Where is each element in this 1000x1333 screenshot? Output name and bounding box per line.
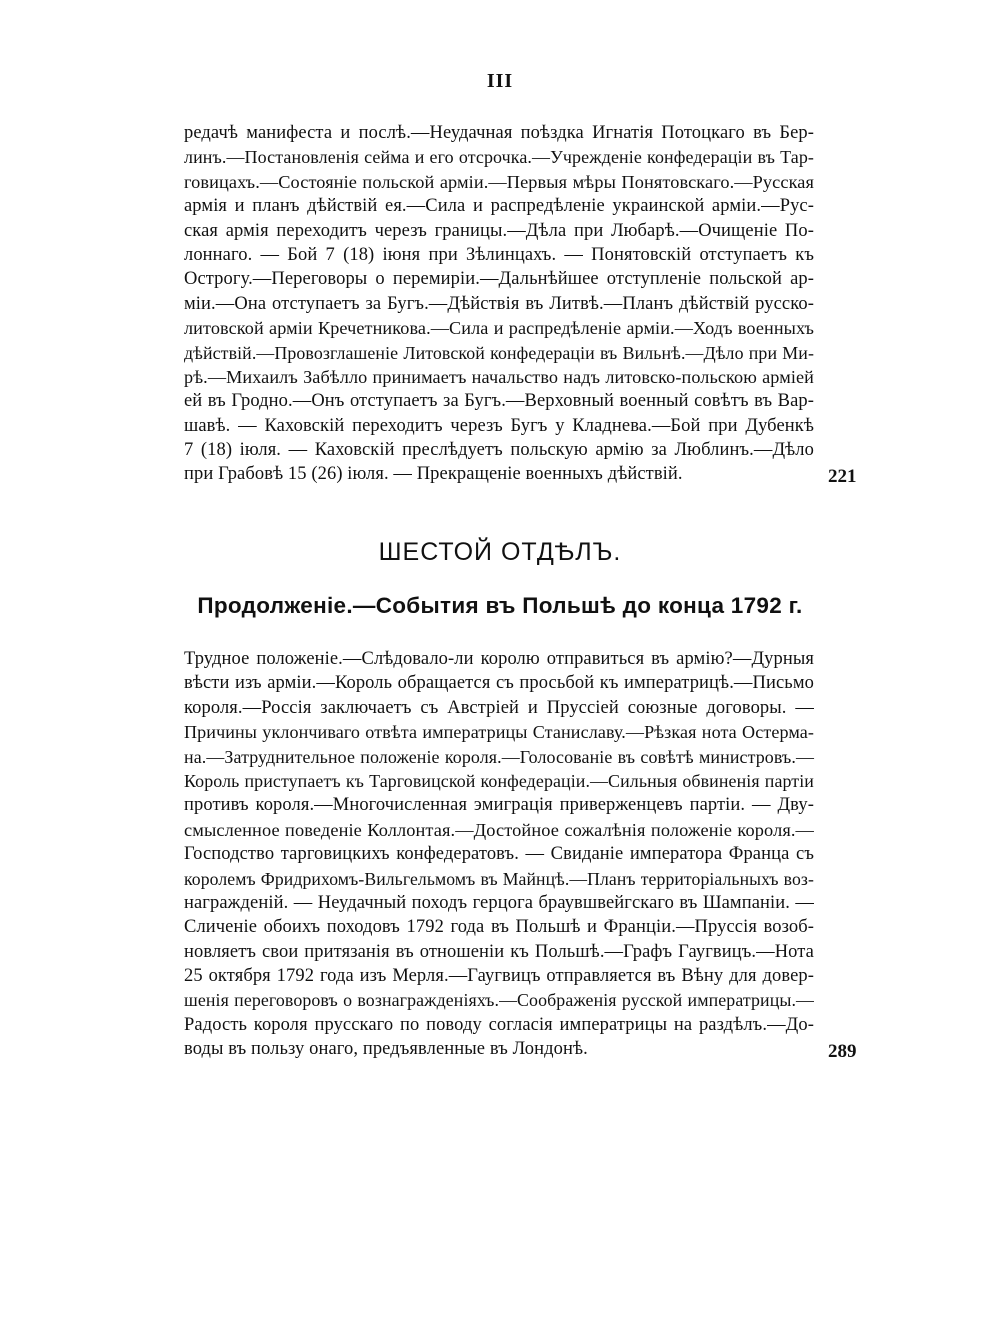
text-line: Сличеніе обоихъ походовъ 1792 года въ Польшѣ и Франціи.—Пруссія возоб- (184, 917, 814, 938)
text-line: литовской арміи Кречетникова.—Сила и распредѣленіе арміи.—Ходъ военныхъ (184, 318, 814, 339)
text-line: Трудное положеніе.—Слѣдовало-ли королю отправиться въ армію?—Дурныя (184, 649, 814, 669)
text-line: смысленное поведеніе Коллонтая.—Достойное сожалѣнія положеніе короля.— (184, 819, 814, 840)
section-title: ШЕСТОЙ ОТДѢЛЪ. (378, 538, 622, 566)
text-line: ей въ Гродно.—Онъ отступаетъ за Бугъ.—Верховный военный совѣтъ въ Вар- (184, 391, 814, 412)
text-line: новляетъ свои притязанія въ отношеніи къ Польшѣ.—Графъ Гаугвицъ.—Нота (184, 941, 814, 962)
text-line: вѣсти изъ арміи.—Король обращается съ просьбой къ императрицѣ.—Письмо (184, 673, 814, 694)
text-line: 7 (18) іюля. — Каховскій преслѣдуетъ польскую армію за Люблинъ.—Дѣло (184, 440, 814, 461)
text-line: Господство тарговицкихъ конфедератовъ. — Свиданіе императора Франца съ (184, 844, 814, 865)
text-line: воды въ пользу онаго, предъявленные въ Лондонѣ. (184, 1039, 588, 1060)
section-subtitle: Продолженіе.—События въ Польшѣ до конца 1792 г. (197, 593, 803, 618)
text-line: армія и планъ дѣйствій ея.—Сила и распредѣленіе украинской арміи.—Рус- (184, 196, 814, 217)
text-line: Причины уклончиваго отвѣта императрицы Станиславу.—Рѣзкая нота Остерма- (184, 722, 814, 743)
text-line: при Грабовѣ 15 (26) іюля. — Прекращеніе военныхъ дѣйствій. (184, 464, 683, 485)
text-line: редачѣ манифеста и послѣ.—Неудачная поѣздка Игнатія Потоцкаго въ Бер- (184, 123, 814, 143)
page-number: III (486, 70, 514, 92)
text-line: короля.—Россія заключаетъ съ Австріей и Пруссіей союзные договоры. — (184, 697, 814, 718)
text-line: линъ.—Постановленія сейма и его отсрочка.—Учрежденіе конфедераціи въ Тар- (184, 147, 814, 168)
text-line: говицахъ.—Состояніе польской арміи.—Первыя мѣры Понятовскаго.—Русская (184, 171, 814, 192)
text-line: шавѣ. — Каховскій переходитъ черезъ Бугъ у Кладнева.—Бой при Дубенкѣ (184, 415, 814, 436)
text-line: Король приступаетъ къ Тарговицской конфедераціи.—Сильныя обвиненія партіи (184, 770, 814, 791)
text-line: шенія переговоровъ о вознагражденіяхъ.—Соображенія русской императрицы.— (184, 990, 814, 1011)
text-line: на.—Затруднительное положеніе короля.—Голосованіе въ совѣтѣ министровъ.— (184, 746, 814, 767)
text-line: награжденій. — Неудачный походъ герцога браувшвейгскаго въ Шампаніи. — (184, 892, 814, 913)
section1-text (184, 121, 814, 487)
text-line: королемъ Фридрихомъ-Вильгельмомъ въ Майнцѣ.—Планъ территоріальныхъ воз- (184, 868, 814, 889)
page-reference: 221 (828, 466, 857, 487)
text-line: Острогу.—Переговоры о перемиріи.—Дальнѣйшее отступленіе польской ар- (184, 269, 814, 290)
text-line: ская армія переходитъ черезъ границы.—Дѣла при Любарѣ.—Очищеніе По- (184, 220, 814, 241)
text-line: 25 октября 1792 года изъ Мерля.—Гаугвицъ отправляется въ Вѣну для довер- (184, 966, 814, 987)
text-line: Радость короля прусскаго по поводу согласія императрицы на раздѣлъ.—До- (184, 1014, 814, 1035)
text-line: рѣ.—Михаилъ Забѣлло принимаетъ начальство надъ литовско-польскою арміей (184, 366, 814, 387)
page-reference: 289 (828, 1041, 857, 1062)
section2-text (184, 647, 814, 1062)
text-line: лоннаго. — Бой 7 (18) іюня при Зѣлинцахъ. — Понятовскій отступаетъ къ (184, 244, 814, 265)
text-line: дѣйствій.—Провозглашеніе Литовской конфедераціи въ Вильнѣ.—Дѣло при Ми- (184, 342, 814, 363)
text-line: міи.—Она отступаетъ за Бугъ.—Дѣйствія въ Литвѣ.—Планъ дѣйствій русско- (184, 293, 814, 314)
text-line: противъ короля.—Многочисленная эмиграція приверженцевъ партіи. — Дву- (184, 795, 814, 816)
